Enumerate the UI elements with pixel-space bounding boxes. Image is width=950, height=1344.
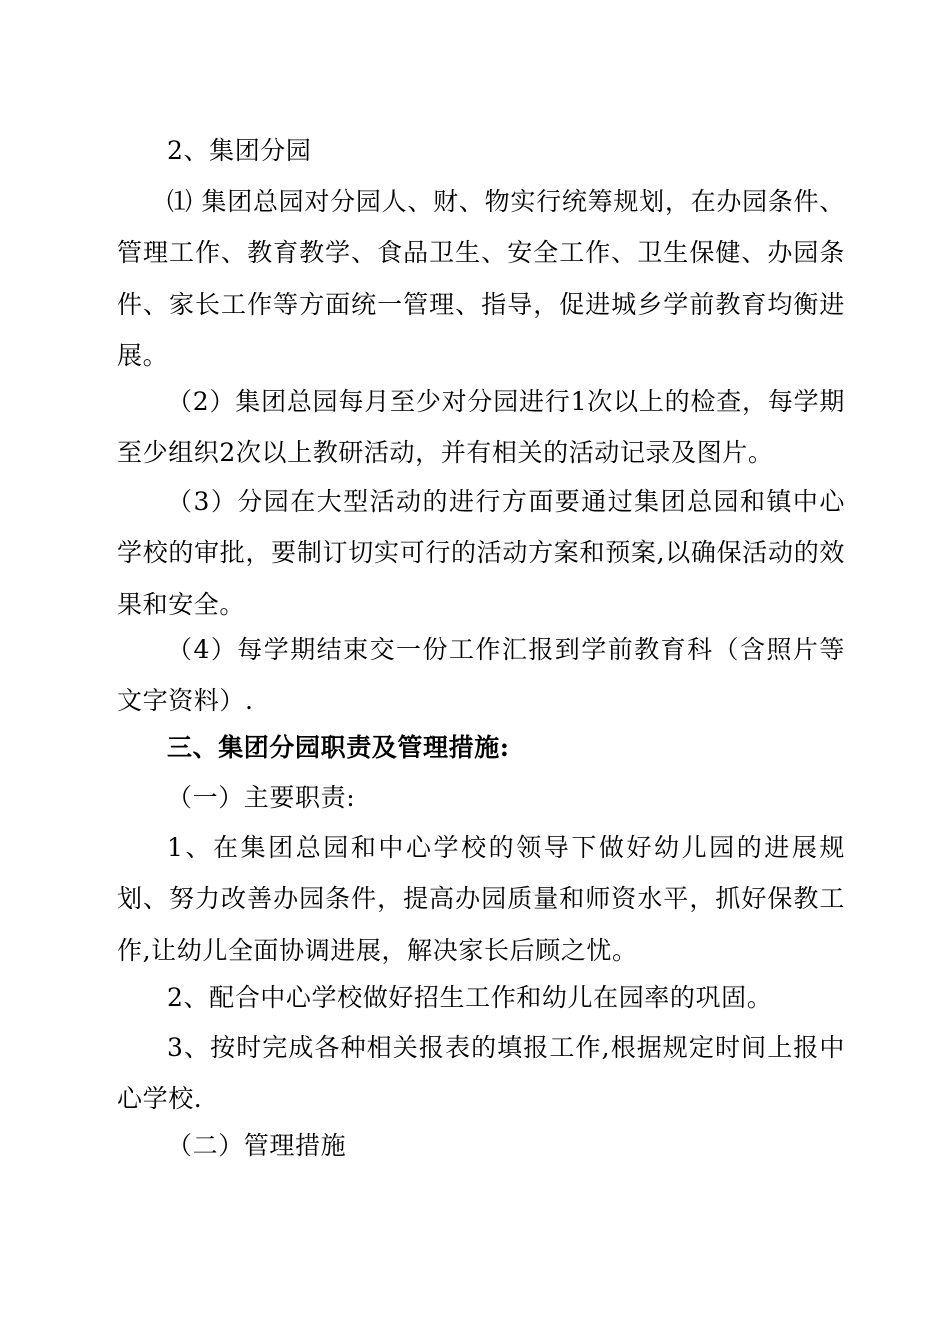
section-heading-group-branch: 2、集团分园 bbox=[167, 136, 312, 165]
paragraph-duty-3: 3、按时完成各种相关报表的填报工作,根据规定时间上报中心学校. bbox=[117, 1033, 845, 1114]
paragraph-item-3: （3）分园在大型活动的进行方面要通过集团总园和镇中心学校的审批，要制订切实可行的活动方案和预案,以确保活动的效果和安全。 bbox=[117, 487, 845, 619]
subsection-heading-2: （二）管理措施 bbox=[167, 1131, 347, 1160]
paragraph-duty-2: 2、配合中心学校做好招生工作和幼儿在园率的巩固。 bbox=[167, 983, 773, 1012]
paragraph-duty-1: 1、在集团总园和中心学校的领导下做好幼儿园的进展规划、努力改善办园条件，提高办园质量和师资水平，抓好保教工作,让幼儿全面协调进展，解决家长后顾之忧。 bbox=[117, 833, 845, 965]
paragraph-item-4: （4）每学期结束交一份工作汇报到学前教育科（含照片等文字资料）. bbox=[117, 635, 845, 716]
section-heading-3: 三、集团分园职责及管理措施: bbox=[167, 733, 510, 762]
subsection-heading-1: （一）主要职责: bbox=[167, 783, 356, 812]
paragraph-item-2: （2）集团总园每月至少对分园进行1次以上的检查，每学期至少组织2次以上教研活动，并有相关的活动记录及图片。 bbox=[117, 387, 845, 468]
paragraph-item-1: ⑴ 集团总园对分园人、财、物实行统筹规划，在办园条件、管理工作、教育教学、食品卫生、安全工作、卫生保健、办园条件、家长工作等方面统一管理、指导，促进城乡学前教育均衡进展。 bbox=[117, 187, 845, 371]
